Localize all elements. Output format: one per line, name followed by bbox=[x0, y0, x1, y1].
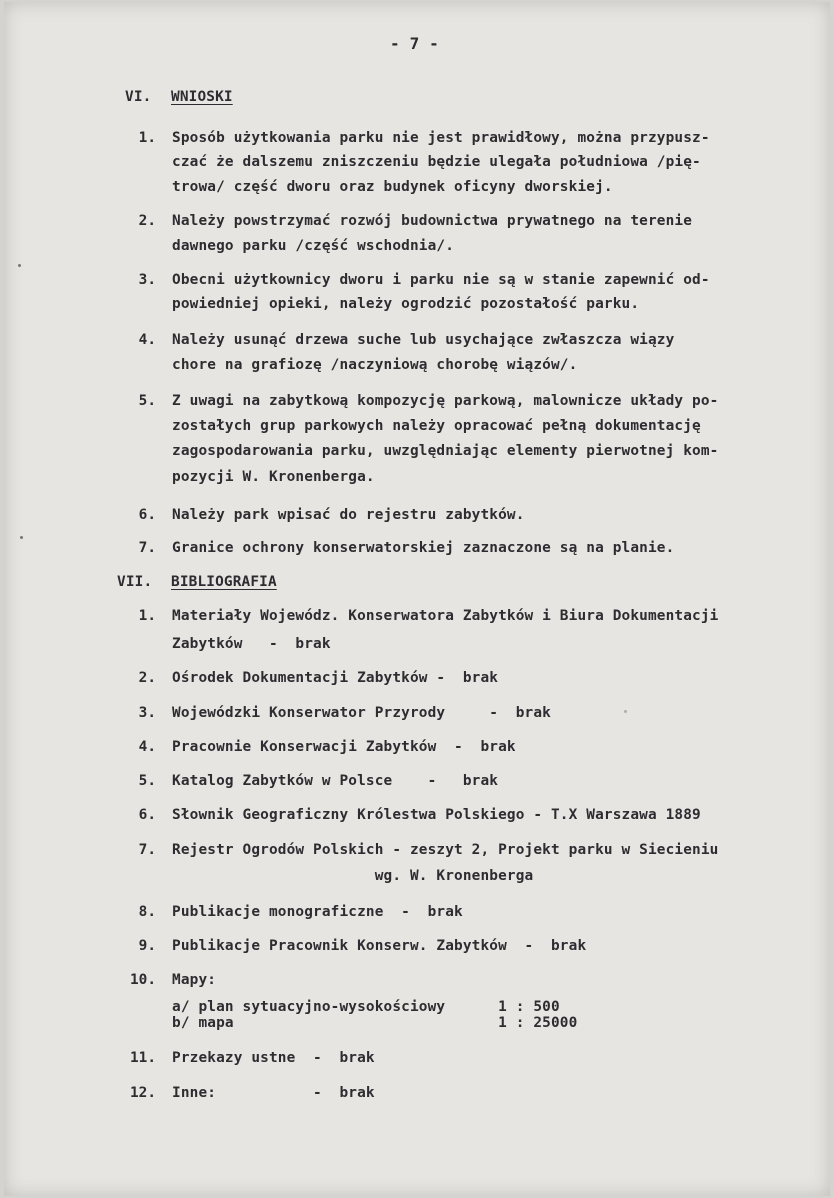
list-item-number: 7. bbox=[138, 540, 156, 556]
document-page bbox=[4, 2, 830, 1196]
list-item-number: 8. bbox=[138, 904, 156, 920]
list-item-number: 12. bbox=[130, 1085, 156, 1101]
list-item-line: wg. W. Kronenberga bbox=[172, 868, 534, 884]
section-7-label: VII. bbox=[117, 574, 153, 590]
list-item-line: Granice ochrony konserwatorskiej zaznaczone są na planie. bbox=[172, 540, 675, 556]
list-item-line: Publikacje Pracownik Konserw. Zabytków - brak bbox=[172, 938, 587, 954]
list-item-line: Przekazy ustne - brak bbox=[172, 1050, 375, 1066]
list-item-line: Materiały Wojewódz. Konserwatora Zabytków i Biura Dokumentacji bbox=[172, 608, 719, 624]
list-item-number: 9. bbox=[138, 938, 156, 954]
list-item-line: Słownik Geograficzny Królestwa Polskiego - T.X Warszawa 1889 bbox=[172, 807, 701, 823]
list-item-line: Mapy: bbox=[172, 972, 217, 988]
list-item-line: Pracownie Konserwacji Zabytków - brak bbox=[172, 739, 516, 755]
list-item-number: 3. bbox=[138, 705, 156, 721]
list-item-number: 6. bbox=[138, 507, 156, 523]
list-item-line: Zabytków - brak bbox=[172, 636, 331, 652]
list-item-line: trowa/ część dworu oraz budynek oficyny dworskiej. bbox=[172, 179, 613, 195]
list-item-line: chore na grafiozę /naczyniową chorobę wiązów/. bbox=[172, 357, 578, 373]
list-item-number: 1. bbox=[138, 130, 156, 146]
section-7-title: BIBLIOGRAFIA bbox=[171, 574, 277, 590]
list-item-line: powiedniej opieki, należy ogrodzić pozostałość parku. bbox=[172, 296, 640, 312]
list-item-number: 7. bbox=[138, 842, 156, 858]
list-item-line: Należy powstrzymać rozwój budownictwa prywatnego na terenie bbox=[172, 213, 693, 229]
scan-speck bbox=[20, 536, 23, 539]
list-item-number: 2. bbox=[138, 213, 156, 229]
list-item-line: zagospodarowania parku, uwzględniając elementy pierwotnej kom- bbox=[172, 443, 719, 459]
page-number: - 7 - bbox=[390, 34, 439, 53]
list-item-number: 2. bbox=[138, 670, 156, 686]
list-item-number: 11. bbox=[130, 1050, 156, 1066]
list-item-number: 5. bbox=[138, 393, 156, 409]
section-6-title: WNIOSKI bbox=[171, 89, 233, 105]
list-item-line: Katalog Zabytków w Polsce - brak bbox=[172, 773, 499, 789]
list-item-line: Obecni użytkownicy dworu i parku nie są w stanie zapewnić od- bbox=[172, 272, 710, 288]
list-item-number: 1. bbox=[138, 608, 156, 624]
list-item-number: 6. bbox=[138, 807, 156, 823]
list-item-line: Wojewódzki Konserwator Przyrody - brak bbox=[172, 705, 551, 721]
list-item-number: 3. bbox=[138, 272, 156, 288]
list-item-number: 10. bbox=[130, 972, 156, 988]
list-item-line: b/ mapa 1 : 25000 bbox=[172, 1015, 578, 1031]
list-item-line: Rejestr Ogrodów Polskich - zeszyt 2, Projekt parku w Siecieniu bbox=[172, 842, 719, 858]
list-item-line: zostałych grup parkowych należy opracować pełną dokumentację bbox=[172, 418, 701, 434]
list-item-line: czać że dalszemu zniszczeniu będzie ulegała południowa /pię- bbox=[172, 154, 701, 170]
list-item-line: Sposób użytkowania parku nie jest prawidłowy, można przypusz- bbox=[172, 130, 710, 146]
list-item-line: Publikacje monograficzne - brak bbox=[172, 904, 463, 920]
list-item-line: Inne: - brak bbox=[172, 1085, 375, 1101]
list-item-line: Należy usunąć drzewa suche lub usychające zwłaszcza wiązy bbox=[172, 332, 675, 348]
list-item-number: 5. bbox=[138, 773, 156, 789]
list-item-line: dawnego parku /część wschodnia/. bbox=[172, 238, 455, 254]
list-item-line: Należy park wpisać do rejestru zabytków. bbox=[172, 507, 525, 523]
list-item-number: 4. bbox=[138, 332, 156, 348]
scan-speck bbox=[624, 710, 627, 713]
list-item-number: 4. bbox=[138, 739, 156, 755]
section-6-label: VI. bbox=[125, 89, 152, 105]
list-item-line: Z uwagi na zabytkową kompozycję parkową, malownicze układy po- bbox=[172, 393, 719, 409]
scan-speck bbox=[18, 264, 21, 267]
list-item-line: a/ plan sytuacyjno-wysokościowy 1 : 500 bbox=[172, 999, 560, 1015]
list-item-line: pozycji W. Kronenberga. bbox=[172, 469, 375, 485]
list-item-line: Ośrodek Dokumentacji Zabytków - brak bbox=[172, 670, 499, 686]
